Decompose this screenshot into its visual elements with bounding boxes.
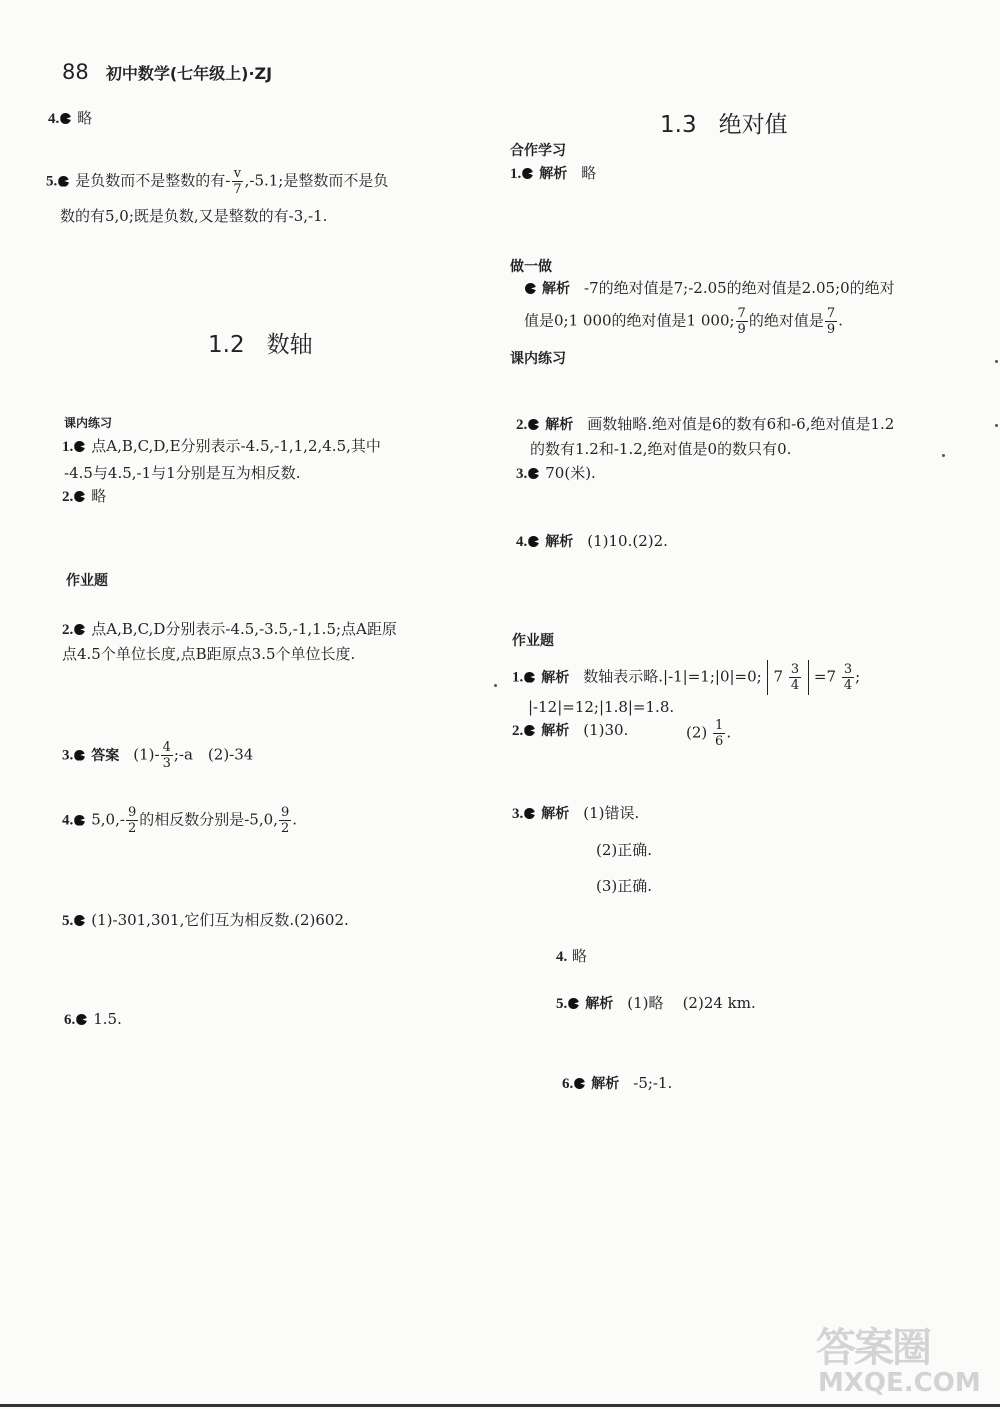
fraction: $\frac{v}{7}$ — [233, 166, 242, 197]
print-speck — [942, 454, 945, 457]
answer-item: 5. 是负数而不是整数的有- $\frac{v}{7}$ ,-5.1;是整数而不是负 — [46, 166, 389, 197]
answer-marker-icon — [74, 815, 85, 826]
section-title-1-2: 1.2 数轴 — [208, 332, 313, 358]
answer-marker-icon — [524, 672, 535, 683]
answer-line: 数的有5,0;既是负数,又是整数的有-3,-1. — [60, 207, 328, 225]
answer-item: 3. 答案 (1)- $\frac{4}{3}$ ;-a (2)-34 — [62, 740, 254, 771]
answer-item: 2. 解析 画数轴略.绝对值是6的数有6和-6,绝对值是1.2 — [516, 415, 895, 433]
answer-item: 6. 1.5. — [64, 1010, 122, 1028]
watermark-url: MXQE.COM — [818, 1368, 981, 1398]
answer-line: -4.5与4.5,-1与1分别是互为相反数. — [64, 464, 301, 482]
answer-marker-icon — [74, 491, 85, 502]
section-heading: 课内练习 — [510, 351, 566, 367]
fraction: $\frac{3}{4}$ — [790, 662, 800, 693]
section-heading: 做一做 — [510, 259, 552, 275]
answer-item: 3. 解析 (1)错误. — [512, 804, 640, 822]
section-heading: 作业题 — [512, 633, 554, 649]
answer-item: 4. 5,0,- $\frac{9}{2}$ 的相反数分别是-5,0, $\frac{9}{2}$ . — [62, 805, 297, 836]
page-number: 88 — [62, 60, 89, 84]
answer-item: 5. 解析 (1)略 (2)24 km. — [556, 994, 756, 1012]
fraction: $\frac{1}{6}$ — [715, 718, 724, 749]
print-speck — [995, 424, 998, 427]
answer-item: 5. (1)-301,301,它们互为相反数.(2)602. — [62, 911, 349, 929]
fraction: $\frac{9}{2}$ — [280, 805, 290, 836]
answer-marker-icon — [524, 808, 535, 819]
answer-line: 的数有1.2和-1.2,绝对值是0的数只有0. — [530, 440, 792, 458]
answer-marker-icon — [74, 915, 85, 926]
print-speck — [494, 684, 497, 687]
answer-line: 点4.5个单位长度,点B距原点3.5个单位长度. — [62, 645, 356, 663]
answer-marker-icon — [74, 624, 85, 635]
section-heading: 课内练习 — [64, 416, 113, 430]
answer-item: 1. 解析 数轴表示略.|-1|=1;|0|=0; 7 $\frac{3}{4}$ =7 $\frac{3}{4}$ ; — [512, 662, 861, 693]
answer-item: 解析 -7的绝对值是7;-2.05的绝对值是2.05;0的绝对 — [524, 276, 895, 301]
page-edge — [0, 1404, 1000, 1407]
answer-line: (2)正确. — [596, 841, 653, 859]
print-speck — [995, 360, 998, 363]
answer-item: 4. 略 — [556, 947, 588, 965]
answer-marker-icon — [60, 113, 71, 124]
answer-line: |-12|=12;|1.8|=1.8. — [528, 698, 675, 716]
answer-marker-icon — [568, 998, 579, 1009]
answer-line: (2) $\frac{1}{6}$ . — [686, 718, 732, 749]
page-header — [62, 60, 272, 84]
answer-line: 值是0;1 000的绝对值是1 000; $\frac{7}{9}$ 的绝对值是 $\frac{7}{9}$ . — [524, 306, 843, 337]
answer-item: 1. 解析 略 — [510, 164, 597, 182]
answer-item: 4. 解析 (1)10.(2)2. — [516, 532, 668, 550]
watermark-logo: 答案圈 — [816, 1325, 930, 1371]
answer-item: 4. 略 — [48, 109, 93, 127]
fraction: $\frac{7}{9}$ — [826, 306, 836, 337]
answer-item: 6. 解析 -5;-1. — [562, 1074, 673, 1092]
answer-item: 1. 点A,B,C,D,E分别表示-4.5,-1,1,2,4.5,其中 — [62, 437, 381, 455]
answer-marker-icon — [74, 441, 85, 452]
answer-marker-icon — [524, 725, 535, 736]
absolute-value-expression: 7 $\frac{3}{4}$ — [767, 660, 810, 695]
answer-item: 2. 略 — [62, 487, 107, 505]
fraction: $\frac{4}{3}$ — [162, 740, 171, 771]
answer-marker-icon — [525, 283, 536, 294]
answer-marker-icon — [528, 536, 539, 547]
section-heading: 作业题 — [66, 573, 108, 589]
answer-marker-icon — [528, 419, 539, 430]
fraction: $\frac{3}{4}$ — [843, 662, 853, 693]
answer-line: (3)正确. — [596, 877, 653, 895]
fraction: $\frac{9}{2}$ — [127, 805, 137, 836]
answer-item: 2. 解析 (1)30. — [512, 721, 629, 739]
answer-item: 2. 点A,B,C,D分别表示-4.5,-3.5,-1,1.5;点A距原 — [62, 620, 397, 638]
answer-marker-icon — [528, 468, 539, 479]
section-title-1-3: 1.3 绝对值 — [660, 112, 788, 138]
answer-marker-icon — [574, 1078, 585, 1089]
book-title: 初中数学(七年级上)·ZJ — [105, 64, 273, 83]
answer-marker-icon — [74, 750, 85, 761]
answer-marker-icon — [58, 176, 69, 187]
fraction: $\frac{7}{9}$ — [737, 306, 746, 337]
answer-item: 3. 70(米). — [516, 464, 596, 482]
answer-marker-icon — [522, 168, 533, 179]
section-heading: 合作学习 — [510, 143, 566, 159]
answer-marker-icon — [76, 1014, 87, 1025]
